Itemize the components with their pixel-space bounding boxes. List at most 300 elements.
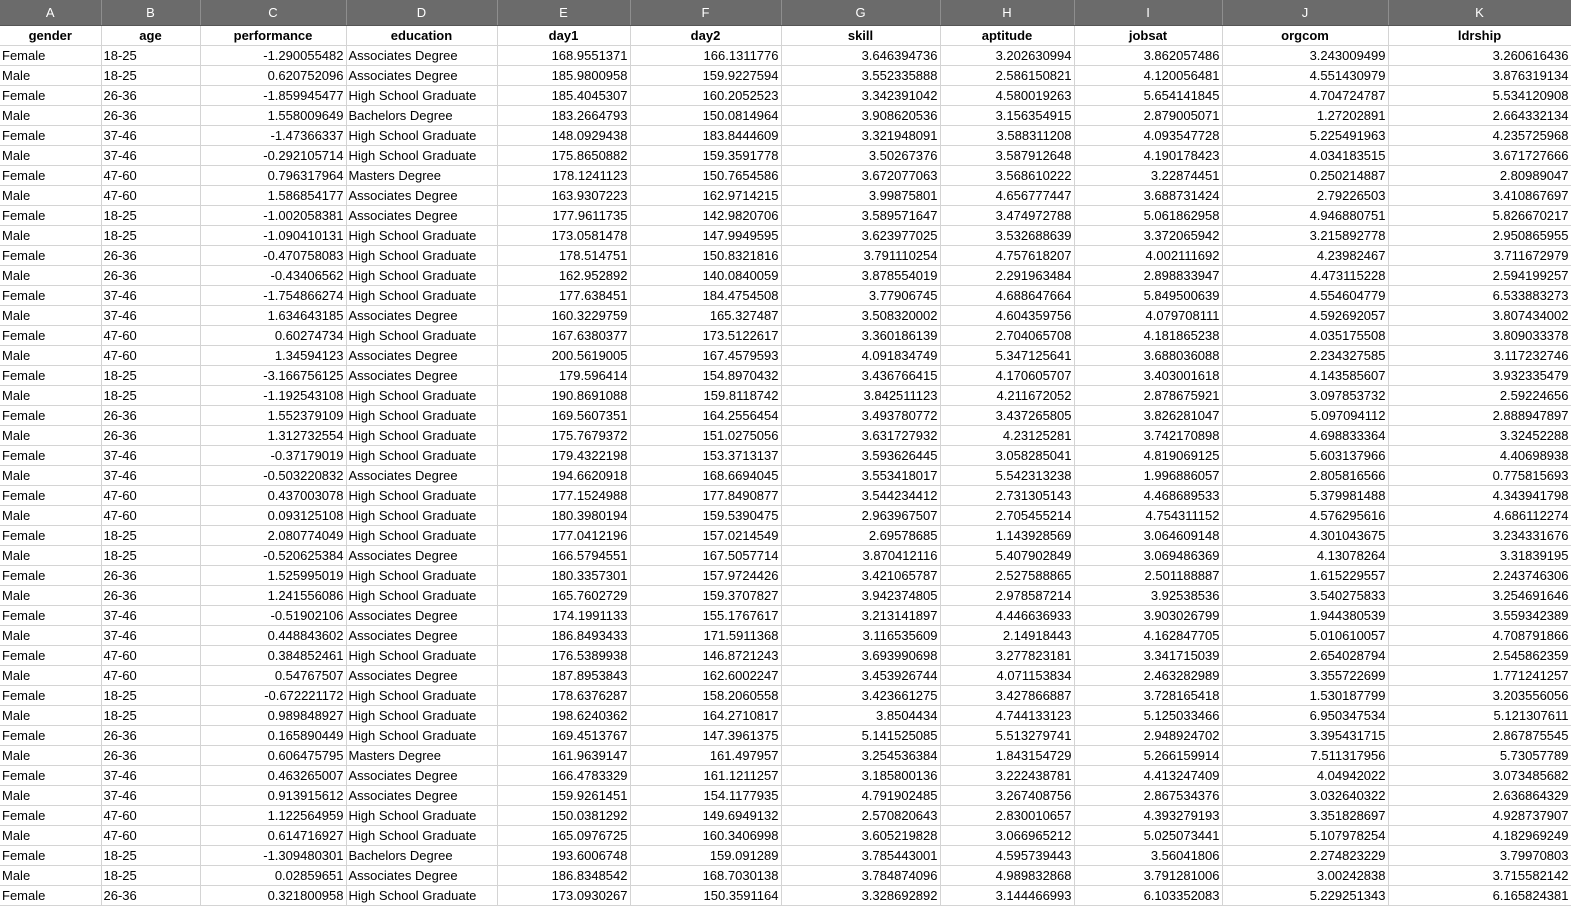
cell-skill[interactable]: 3.842511123 (781, 386, 940, 406)
cell-gender[interactable]: Female (0, 246, 101, 266)
cell-education[interactable]: Associates Degree (346, 606, 497, 626)
cell-ldrship[interactable]: 3.254691646 (1388, 586, 1571, 606)
cell-jobsat[interactable]: 5.654141845 (1074, 86, 1222, 106)
cell-age[interactable]: 18-25 (101, 46, 200, 66)
cell-performance[interactable]: -0.51902106 (200, 606, 346, 626)
cell-day2[interactable]: 150.7654586 (630, 166, 781, 186)
cell-ldrship[interactable]: 4.686112274 (1388, 506, 1571, 526)
cell-education[interactable]: Associates Degree (346, 626, 497, 646)
cell-day2[interactable]: 147.9949595 (630, 226, 781, 246)
cell-age[interactable]: 47-60 (101, 186, 200, 206)
cell-ldrship[interactable]: 5.121307611 (1388, 706, 1571, 726)
cell-day2[interactable]: 154.8970432 (630, 366, 781, 386)
cell-education[interactable]: High School Graduate (346, 226, 497, 246)
cell-skill[interactable]: 3.878554019 (781, 266, 940, 286)
cell-jobsat[interactable]: 3.341715039 (1074, 646, 1222, 666)
cell-gender[interactable]: Female (0, 526, 101, 546)
cell-performance[interactable]: -1.192543108 (200, 386, 346, 406)
cell-orgcom[interactable]: 3.215892778 (1222, 226, 1388, 246)
cell-orgcom[interactable]: 4.034183515 (1222, 146, 1388, 166)
cell-day2[interactable]: 159.091289 (630, 846, 781, 866)
cell-ldrship[interactable]: 3.711672979 (1388, 246, 1571, 266)
cell-day1[interactable]: 166.4783329 (497, 766, 630, 786)
cell-day2[interactable]: 164.2556454 (630, 406, 781, 426)
cell-performance[interactable]: 0.989848927 (200, 706, 346, 726)
cell-gender[interactable]: Female (0, 406, 101, 426)
field-name-cell[interactable]: skill (781, 26, 940, 46)
cell-age[interactable]: 47-60 (101, 666, 200, 686)
cell-jobsat[interactable]: 3.56041806 (1074, 846, 1222, 866)
cell-day1[interactable]: 187.8953843 (497, 666, 630, 686)
cell-ldrship[interactable]: 3.203556056 (1388, 686, 1571, 706)
cell-aptitude[interactable]: 5.347125641 (940, 346, 1074, 366)
cell-performance[interactable]: -0.292105714 (200, 146, 346, 166)
cell-orgcom[interactable]: 5.229251343 (1222, 886, 1388, 906)
cell-jobsat[interactable]: 2.501188887 (1074, 566, 1222, 586)
cell-education[interactable]: High School Graduate (346, 826, 497, 846)
cell-day2[interactable]: 159.5390475 (630, 506, 781, 526)
cell-ldrship[interactable]: 0.775815693 (1388, 466, 1571, 486)
cell-day2[interactable]: 150.0814964 (630, 106, 781, 126)
cell-age[interactable]: 47-60 (101, 646, 200, 666)
cell-gender[interactable]: Female (0, 606, 101, 626)
cell-education[interactable]: High School Graduate (346, 406, 497, 426)
cell-orgcom[interactable]: 5.225491963 (1222, 126, 1388, 146)
cell-day1[interactable]: 176.5389938 (497, 646, 630, 666)
cell-skill[interactable]: 3.254536384 (781, 746, 940, 766)
cell-day2[interactable]: 154.1177935 (630, 786, 781, 806)
cell-performance[interactable]: 0.093125108 (200, 506, 346, 526)
cell-age[interactable]: 37-46 (101, 786, 200, 806)
cell-ldrship[interactable]: 3.807434002 (1388, 306, 1571, 326)
cell-education[interactable]: Masters Degree (346, 166, 497, 186)
cell-orgcom[interactable]: 7.511317956 (1222, 746, 1388, 766)
cell-gender[interactable]: Female (0, 486, 101, 506)
cell-education[interactable]: Bachelors Degree (346, 106, 497, 126)
cell-aptitude[interactable]: 4.23125281 (940, 426, 1074, 446)
cell-age[interactable]: 47-60 (101, 806, 200, 826)
cell-age[interactable]: 37-46 (101, 766, 200, 786)
cell-gender[interactable]: Male (0, 306, 101, 326)
cell-day2[interactable]: 151.0275056 (630, 426, 781, 446)
cell-gender[interactable]: Male (0, 226, 101, 246)
cell-orgcom[interactable]: 4.946880751 (1222, 206, 1388, 226)
cell-ldrship[interactable]: 3.32452288 (1388, 426, 1571, 446)
cell-orgcom[interactable]: 1.530187799 (1222, 686, 1388, 706)
cell-ldrship[interactable]: 3.260616436 (1388, 46, 1571, 66)
cell-gender[interactable]: Male (0, 666, 101, 686)
cell-gender[interactable]: Female (0, 806, 101, 826)
cell-ldrship[interactable]: 2.59224656 (1388, 386, 1571, 406)
cell-skill[interactable]: 2.963967507 (781, 506, 940, 526)
cell-day2[interactable]: 183.8444609 (630, 126, 781, 146)
cell-jobsat[interactable]: 4.190178423 (1074, 146, 1222, 166)
cell-day1[interactable]: 177.9611735 (497, 206, 630, 226)
cell-ldrship[interactable]: 2.636864329 (1388, 786, 1571, 806)
cell-education[interactable]: High School Graduate (346, 646, 497, 666)
cell-orgcom[interactable]: 1.27202891 (1222, 106, 1388, 126)
cell-age[interactable]: 37-46 (101, 446, 200, 466)
cell-age[interactable]: 18-25 (101, 706, 200, 726)
cell-day2[interactable]: 171.5911368 (630, 626, 781, 646)
cell-day1[interactable]: 200.5619005 (497, 346, 630, 366)
cell-aptitude[interactable]: 3.532688639 (940, 226, 1074, 246)
cell-performance[interactable]: -0.672221172 (200, 686, 346, 706)
cell-orgcom[interactable]: 5.097094112 (1222, 406, 1388, 426)
cell-day1[interactable]: 186.8348542 (497, 866, 630, 886)
cell-day1[interactable]: 178.6376287 (497, 686, 630, 706)
cell-orgcom[interactable]: 5.010610057 (1222, 626, 1388, 646)
cell-skill[interactable]: 2.69578685 (781, 526, 940, 546)
cell-ldrship[interactable]: 3.117232746 (1388, 346, 1571, 366)
cell-orgcom[interactable]: 5.379981488 (1222, 486, 1388, 506)
cell-performance[interactable]: 1.586854177 (200, 186, 346, 206)
cell-jobsat[interactable]: 4.393279193 (1074, 806, 1222, 826)
cell-skill[interactable]: 3.552335888 (781, 66, 940, 86)
cell-day1[interactable]: 185.9800958 (497, 66, 630, 86)
cell-skill[interactable]: 3.553418017 (781, 466, 940, 486)
cell-aptitude[interactable]: 4.211672052 (940, 386, 1074, 406)
cell-day1[interactable]: 177.638451 (497, 286, 630, 306)
cell-aptitude[interactable]: 4.604359756 (940, 306, 1074, 326)
cell-gender[interactable]: Male (0, 66, 101, 86)
cell-age[interactable]: 18-25 (101, 686, 200, 706)
cell-aptitude[interactable]: 2.586150821 (940, 66, 1074, 86)
cell-aptitude[interactable]: 3.437265805 (940, 406, 1074, 426)
cell-education[interactable]: High School Graduate (346, 726, 497, 746)
cell-performance[interactable]: -0.470758083 (200, 246, 346, 266)
cell-skill[interactable]: 3.99875801 (781, 186, 940, 206)
cell-age[interactable]: 18-25 (101, 66, 200, 86)
cell-day1[interactable]: 159.9261451 (497, 786, 630, 806)
field-name-cell[interactable]: jobsat (1074, 26, 1222, 46)
cell-education[interactable]: Associates Degree (346, 346, 497, 366)
cell-skill[interactable]: 3.436766415 (781, 366, 940, 386)
cell-gender[interactable]: Male (0, 866, 101, 886)
cell-skill[interactable]: 3.589571647 (781, 206, 940, 226)
cell-skill[interactable]: 4.791902485 (781, 786, 940, 806)
cell-day1[interactable]: 165.7602729 (497, 586, 630, 606)
cell-orgcom[interactable]: 3.097853732 (1222, 386, 1388, 406)
cell-jobsat[interactable]: 4.093547728 (1074, 126, 1222, 146)
cell-education[interactable]: Associates Degree (346, 66, 497, 86)
cell-age[interactable]: 37-46 (101, 126, 200, 146)
cell-ldrship[interactable]: 2.950865955 (1388, 226, 1571, 246)
cell-skill[interactable]: 3.213141897 (781, 606, 940, 626)
column-header-i[interactable]: I (1074, 0, 1222, 26)
cell-jobsat[interactable]: 5.266159914 (1074, 746, 1222, 766)
cell-performance[interactable]: -0.520625384 (200, 546, 346, 566)
cell-performance[interactable]: 0.02859651 (200, 866, 346, 886)
cell-day2[interactable]: 150.3591164 (630, 886, 781, 906)
cell-education[interactable]: Associates Degree (346, 666, 497, 686)
cell-jobsat[interactable]: 1.996886057 (1074, 466, 1222, 486)
cell-education[interactable]: High School Graduate (346, 286, 497, 306)
column-header-e[interactable]: E (497, 0, 630, 26)
cell-day2[interactable]: 168.7030138 (630, 866, 781, 886)
cell-age[interactable]: 47-60 (101, 326, 200, 346)
cell-education[interactable]: High School Graduate (346, 446, 497, 466)
cell-gender[interactable]: Male (0, 146, 101, 166)
cell-performance[interactable]: 0.620752096 (200, 66, 346, 86)
cell-education[interactable]: High School Graduate (346, 506, 497, 526)
cell-ldrship[interactable]: 4.235725968 (1388, 126, 1571, 146)
cell-jobsat[interactable]: 3.742170898 (1074, 426, 1222, 446)
cell-gender[interactable]: Male (0, 106, 101, 126)
cell-aptitude[interactable]: 1.143928569 (940, 526, 1074, 546)
cell-ldrship[interactable]: 4.182969249 (1388, 826, 1571, 846)
cell-skill[interactable]: 3.116535609 (781, 626, 940, 646)
cell-performance[interactable]: 0.448843602 (200, 626, 346, 646)
cell-ldrship[interactable]: 3.79970803 (1388, 846, 1571, 866)
cell-age[interactable]: 18-25 (101, 386, 200, 406)
cell-jobsat[interactable]: 4.002111692 (1074, 246, 1222, 266)
cell-day1[interactable]: 163.9307223 (497, 186, 630, 206)
column-header-g[interactable]: G (781, 0, 940, 26)
cell-performance[interactable]: 2.080774049 (200, 526, 346, 546)
cell-education[interactable]: Associates Degree (346, 866, 497, 886)
cell-jobsat[interactable]: 5.025073441 (1074, 826, 1222, 846)
cell-day2[interactable]: 140.0840059 (630, 266, 781, 286)
cell-day2[interactable]: 173.5122617 (630, 326, 781, 346)
cell-orgcom[interactable]: 4.704724787 (1222, 86, 1388, 106)
cell-day1[interactable]: 160.3229759 (497, 306, 630, 326)
cell-skill[interactable]: 5.141525085 (781, 726, 940, 746)
cell-gender[interactable]: Male (0, 546, 101, 566)
cell-jobsat[interactable]: 6.103352083 (1074, 886, 1222, 906)
cell-gender[interactable]: Female (0, 166, 101, 186)
cell-age[interactable]: 26-36 (101, 106, 200, 126)
cell-day1[interactable]: 178.1241123 (497, 166, 630, 186)
cell-orgcom[interactable]: 3.243009499 (1222, 46, 1388, 66)
cell-orgcom[interactable]: 2.79226503 (1222, 186, 1388, 206)
cell-day1[interactable]: 180.3357301 (497, 566, 630, 586)
cell-orgcom[interactable]: 4.23982467 (1222, 246, 1388, 266)
cell-performance[interactable]: 0.796317964 (200, 166, 346, 186)
cell-age[interactable]: 26-36 (101, 746, 200, 766)
cell-ldrship[interactable]: 2.545862359 (1388, 646, 1571, 666)
cell-ldrship[interactable]: 6.533883273 (1388, 286, 1571, 306)
cell-gender[interactable]: Female (0, 86, 101, 106)
cell-ldrship[interactable]: 3.559342389 (1388, 606, 1571, 626)
cell-education[interactable]: High School Graduate (346, 586, 497, 606)
cell-ldrship[interactable]: 3.671727666 (1388, 146, 1571, 166)
cell-performance[interactable]: 1.241556086 (200, 586, 346, 606)
cell-gender[interactable]: Female (0, 566, 101, 586)
cell-age[interactable]: 37-46 (101, 626, 200, 646)
cell-aptitude[interactable]: 4.744133123 (940, 706, 1074, 726)
cell-performance[interactable]: 0.60274734 (200, 326, 346, 346)
cell-orgcom[interactable]: 4.143585607 (1222, 366, 1388, 386)
cell-jobsat[interactable]: 4.754311152 (1074, 506, 1222, 526)
cell-orgcom[interactable]: 1.944380539 (1222, 606, 1388, 626)
field-name-cell[interactable]: age (101, 26, 200, 46)
cell-gender[interactable]: Female (0, 886, 101, 906)
cell-education[interactable]: High School Graduate (346, 486, 497, 506)
cell-age[interactable]: 18-25 (101, 226, 200, 246)
cell-jobsat[interactable]: 5.849500639 (1074, 286, 1222, 306)
cell-day1[interactable]: 179.596414 (497, 366, 630, 386)
cell-jobsat[interactable]: 3.688036088 (1074, 346, 1222, 366)
cell-education[interactable]: High School Graduate (346, 426, 497, 446)
cell-orgcom[interactable]: 3.540275833 (1222, 586, 1388, 606)
cell-skill[interactable]: 3.8504434 (781, 706, 940, 726)
cell-age[interactable]: 37-46 (101, 606, 200, 626)
cell-day2[interactable]: 157.0214549 (630, 526, 781, 546)
cell-gender[interactable]: Female (0, 326, 101, 346)
cell-skill[interactable]: 3.908620536 (781, 106, 940, 126)
cell-ldrship[interactable]: 4.708791866 (1388, 626, 1571, 646)
cell-day2[interactable]: 157.9724426 (630, 566, 781, 586)
cell-aptitude[interactable]: 2.978587214 (940, 586, 1074, 606)
cell-day1[interactable]: 148.0929438 (497, 126, 630, 146)
cell-jobsat[interactable]: 3.688731424 (1074, 186, 1222, 206)
cell-ldrship[interactable]: 2.594199257 (1388, 266, 1571, 286)
cell-performance[interactable]: -1.859945477 (200, 86, 346, 106)
cell-education[interactable]: High School Graduate (346, 246, 497, 266)
cell-day2[interactable]: 161.1211257 (630, 766, 781, 786)
cell-orgcom[interactable]: 5.107978254 (1222, 826, 1388, 846)
cell-jobsat[interactable]: 3.728165418 (1074, 686, 1222, 706)
cell-ldrship[interactable]: 5.534120908 (1388, 86, 1571, 106)
cell-gender[interactable]: Female (0, 206, 101, 226)
cell-performance[interactable]: 1.122564959 (200, 806, 346, 826)
cell-orgcom[interactable]: 2.654028794 (1222, 646, 1388, 666)
cell-education[interactable]: High School Graduate (346, 886, 497, 906)
cell-performance[interactable]: 0.165890449 (200, 726, 346, 746)
cell-performance[interactable]: -1.090410131 (200, 226, 346, 246)
cell-aptitude[interactable]: 5.542313238 (940, 466, 1074, 486)
cell-orgcom[interactable]: 2.234327585 (1222, 346, 1388, 366)
cell-jobsat[interactable]: 4.120056481 (1074, 66, 1222, 86)
cell-day1[interactable]: 177.1524988 (497, 486, 630, 506)
cell-performance[interactable]: -3.166756125 (200, 366, 346, 386)
cell-ldrship[interactable]: 3.932335479 (1388, 366, 1571, 386)
cell-day1[interactable]: 165.0976725 (497, 826, 630, 846)
cell-orgcom[interactable]: 4.473115228 (1222, 266, 1388, 286)
cell-age[interactable]: 26-36 (101, 586, 200, 606)
cell-age[interactable]: 26-36 (101, 266, 200, 286)
cell-jobsat[interactable]: 2.867534376 (1074, 786, 1222, 806)
cell-gender[interactable]: Female (0, 846, 101, 866)
cell-jobsat[interactable]: 3.92538536 (1074, 586, 1222, 606)
cell-aptitude[interactable]: 4.071153834 (940, 666, 1074, 686)
cell-aptitude[interactable]: 4.580019263 (940, 86, 1074, 106)
cell-age[interactable]: 47-60 (101, 166, 200, 186)
cell-performance[interactable]: 0.614716927 (200, 826, 346, 846)
cell-jobsat[interactable]: 2.463282989 (1074, 666, 1222, 686)
cell-education[interactable]: Bachelors Degree (346, 846, 497, 866)
cell-aptitude[interactable]: 4.170605707 (940, 366, 1074, 386)
cell-orgcom[interactable]: 4.035175508 (1222, 326, 1388, 346)
cell-orgcom[interactable]: 3.355722699 (1222, 666, 1388, 686)
cell-aptitude[interactable]: 3.474972788 (940, 206, 1074, 226)
field-name-cell[interactable]: aptitude (940, 26, 1074, 46)
cell-performance[interactable]: 1.312732554 (200, 426, 346, 446)
cell-performance[interactable]: 0.54767507 (200, 666, 346, 686)
cell-aptitude[interactable]: 3.588311208 (940, 126, 1074, 146)
cell-performance[interactable]: 0.321800958 (200, 886, 346, 906)
cell-aptitude[interactable]: 3.066965212 (940, 826, 1074, 846)
column-header-k[interactable]: K (1388, 0, 1571, 26)
cell-jobsat[interactable]: 3.372065942 (1074, 226, 1222, 246)
cell-ldrship[interactable]: 2.867875545 (1388, 726, 1571, 746)
cell-skill[interactable]: 3.942374805 (781, 586, 940, 606)
cell-gender[interactable]: Male (0, 706, 101, 726)
cell-age[interactable]: 47-60 (101, 826, 200, 846)
cell-age[interactable]: 26-36 (101, 426, 200, 446)
cell-day2[interactable]: 167.4579593 (630, 346, 781, 366)
cell-age[interactable]: 18-25 (101, 366, 200, 386)
cell-day2[interactable]: 158.2060558 (630, 686, 781, 706)
cell-jobsat[interactable]: 3.069486369 (1074, 546, 1222, 566)
cell-aptitude[interactable]: 3.156354915 (940, 106, 1074, 126)
cell-aptitude[interactable]: 2.291963484 (940, 266, 1074, 286)
cell-orgcom[interactable]: 4.04942022 (1222, 766, 1388, 786)
cell-day2[interactable]: 155.1767617 (630, 606, 781, 626)
cell-aptitude[interactable]: 4.595739443 (940, 846, 1074, 866)
cell-skill[interactable]: 3.605219828 (781, 826, 940, 846)
cell-orgcom[interactable]: 3.032640322 (1222, 786, 1388, 806)
cell-day2[interactable]: 166.1311776 (630, 46, 781, 66)
cell-education[interactable]: High School Graduate (346, 686, 497, 706)
cell-skill[interactable]: 3.593626445 (781, 446, 940, 466)
cell-ldrship[interactable]: 3.410867697 (1388, 186, 1571, 206)
cell-education[interactable]: Associates Degree (346, 186, 497, 206)
cell-jobsat[interactable]: 4.162847705 (1074, 626, 1222, 646)
cell-performance[interactable]: 1.634643185 (200, 306, 346, 326)
cell-aptitude[interactable]: 2.731305143 (940, 486, 1074, 506)
cell-day1[interactable]: 190.8691088 (497, 386, 630, 406)
cell-ldrship[interactable]: 4.343941798 (1388, 486, 1571, 506)
field-name-cell[interactable]: performance (200, 26, 346, 46)
cell-ldrship[interactable]: 2.664332134 (1388, 106, 1571, 126)
cell-day1[interactable]: 175.7679372 (497, 426, 630, 446)
cell-day1[interactable]: 175.8650882 (497, 146, 630, 166)
cell-jobsat[interactable]: 3.826281047 (1074, 406, 1222, 426)
cell-aptitude[interactable]: 2.14918443 (940, 626, 1074, 646)
cell-ldrship[interactable]: 3.715582142 (1388, 866, 1571, 886)
cell-performance[interactable]: -1.290055482 (200, 46, 346, 66)
cell-gender[interactable]: Male (0, 826, 101, 846)
cell-performance[interactable]: 1.34594123 (200, 346, 346, 366)
cell-age[interactable]: 18-25 (101, 206, 200, 226)
cell-ldrship[interactable]: 1.771241257 (1388, 666, 1571, 686)
cell-education[interactable]: High School Graduate (346, 566, 497, 586)
cell-gender[interactable]: Male (0, 266, 101, 286)
cell-day2[interactable]: 159.3707827 (630, 586, 781, 606)
cell-ldrship[interactable]: 2.80989047 (1388, 166, 1571, 186)
cell-age[interactable]: 47-60 (101, 506, 200, 526)
column-header-f[interactable]: F (630, 0, 781, 26)
cell-gender[interactable]: Male (0, 586, 101, 606)
cell-day2[interactable]: 168.6694045 (630, 466, 781, 486)
cell-skill[interactable]: 3.50267376 (781, 146, 940, 166)
cell-performance[interactable]: 1.525995019 (200, 566, 346, 586)
cell-education[interactable]: Associates Degree (346, 306, 497, 326)
cell-day2[interactable]: 159.8118742 (630, 386, 781, 406)
cell-day2[interactable]: 161.497957 (630, 746, 781, 766)
cell-jobsat[interactable]: 5.125033466 (1074, 706, 1222, 726)
cell-aptitude[interactable]: 4.656777447 (940, 186, 1074, 206)
cell-jobsat[interactable]: 4.819069125 (1074, 446, 1222, 466)
cell-skill[interactable]: 3.342391042 (781, 86, 940, 106)
cell-gender[interactable]: Male (0, 186, 101, 206)
cell-day1[interactable]: 183.2664793 (497, 106, 630, 126)
cell-jobsat[interactable]: 4.181865238 (1074, 326, 1222, 346)
cell-age[interactable]: 47-60 (101, 486, 200, 506)
column-header-h[interactable]: H (940, 0, 1074, 26)
